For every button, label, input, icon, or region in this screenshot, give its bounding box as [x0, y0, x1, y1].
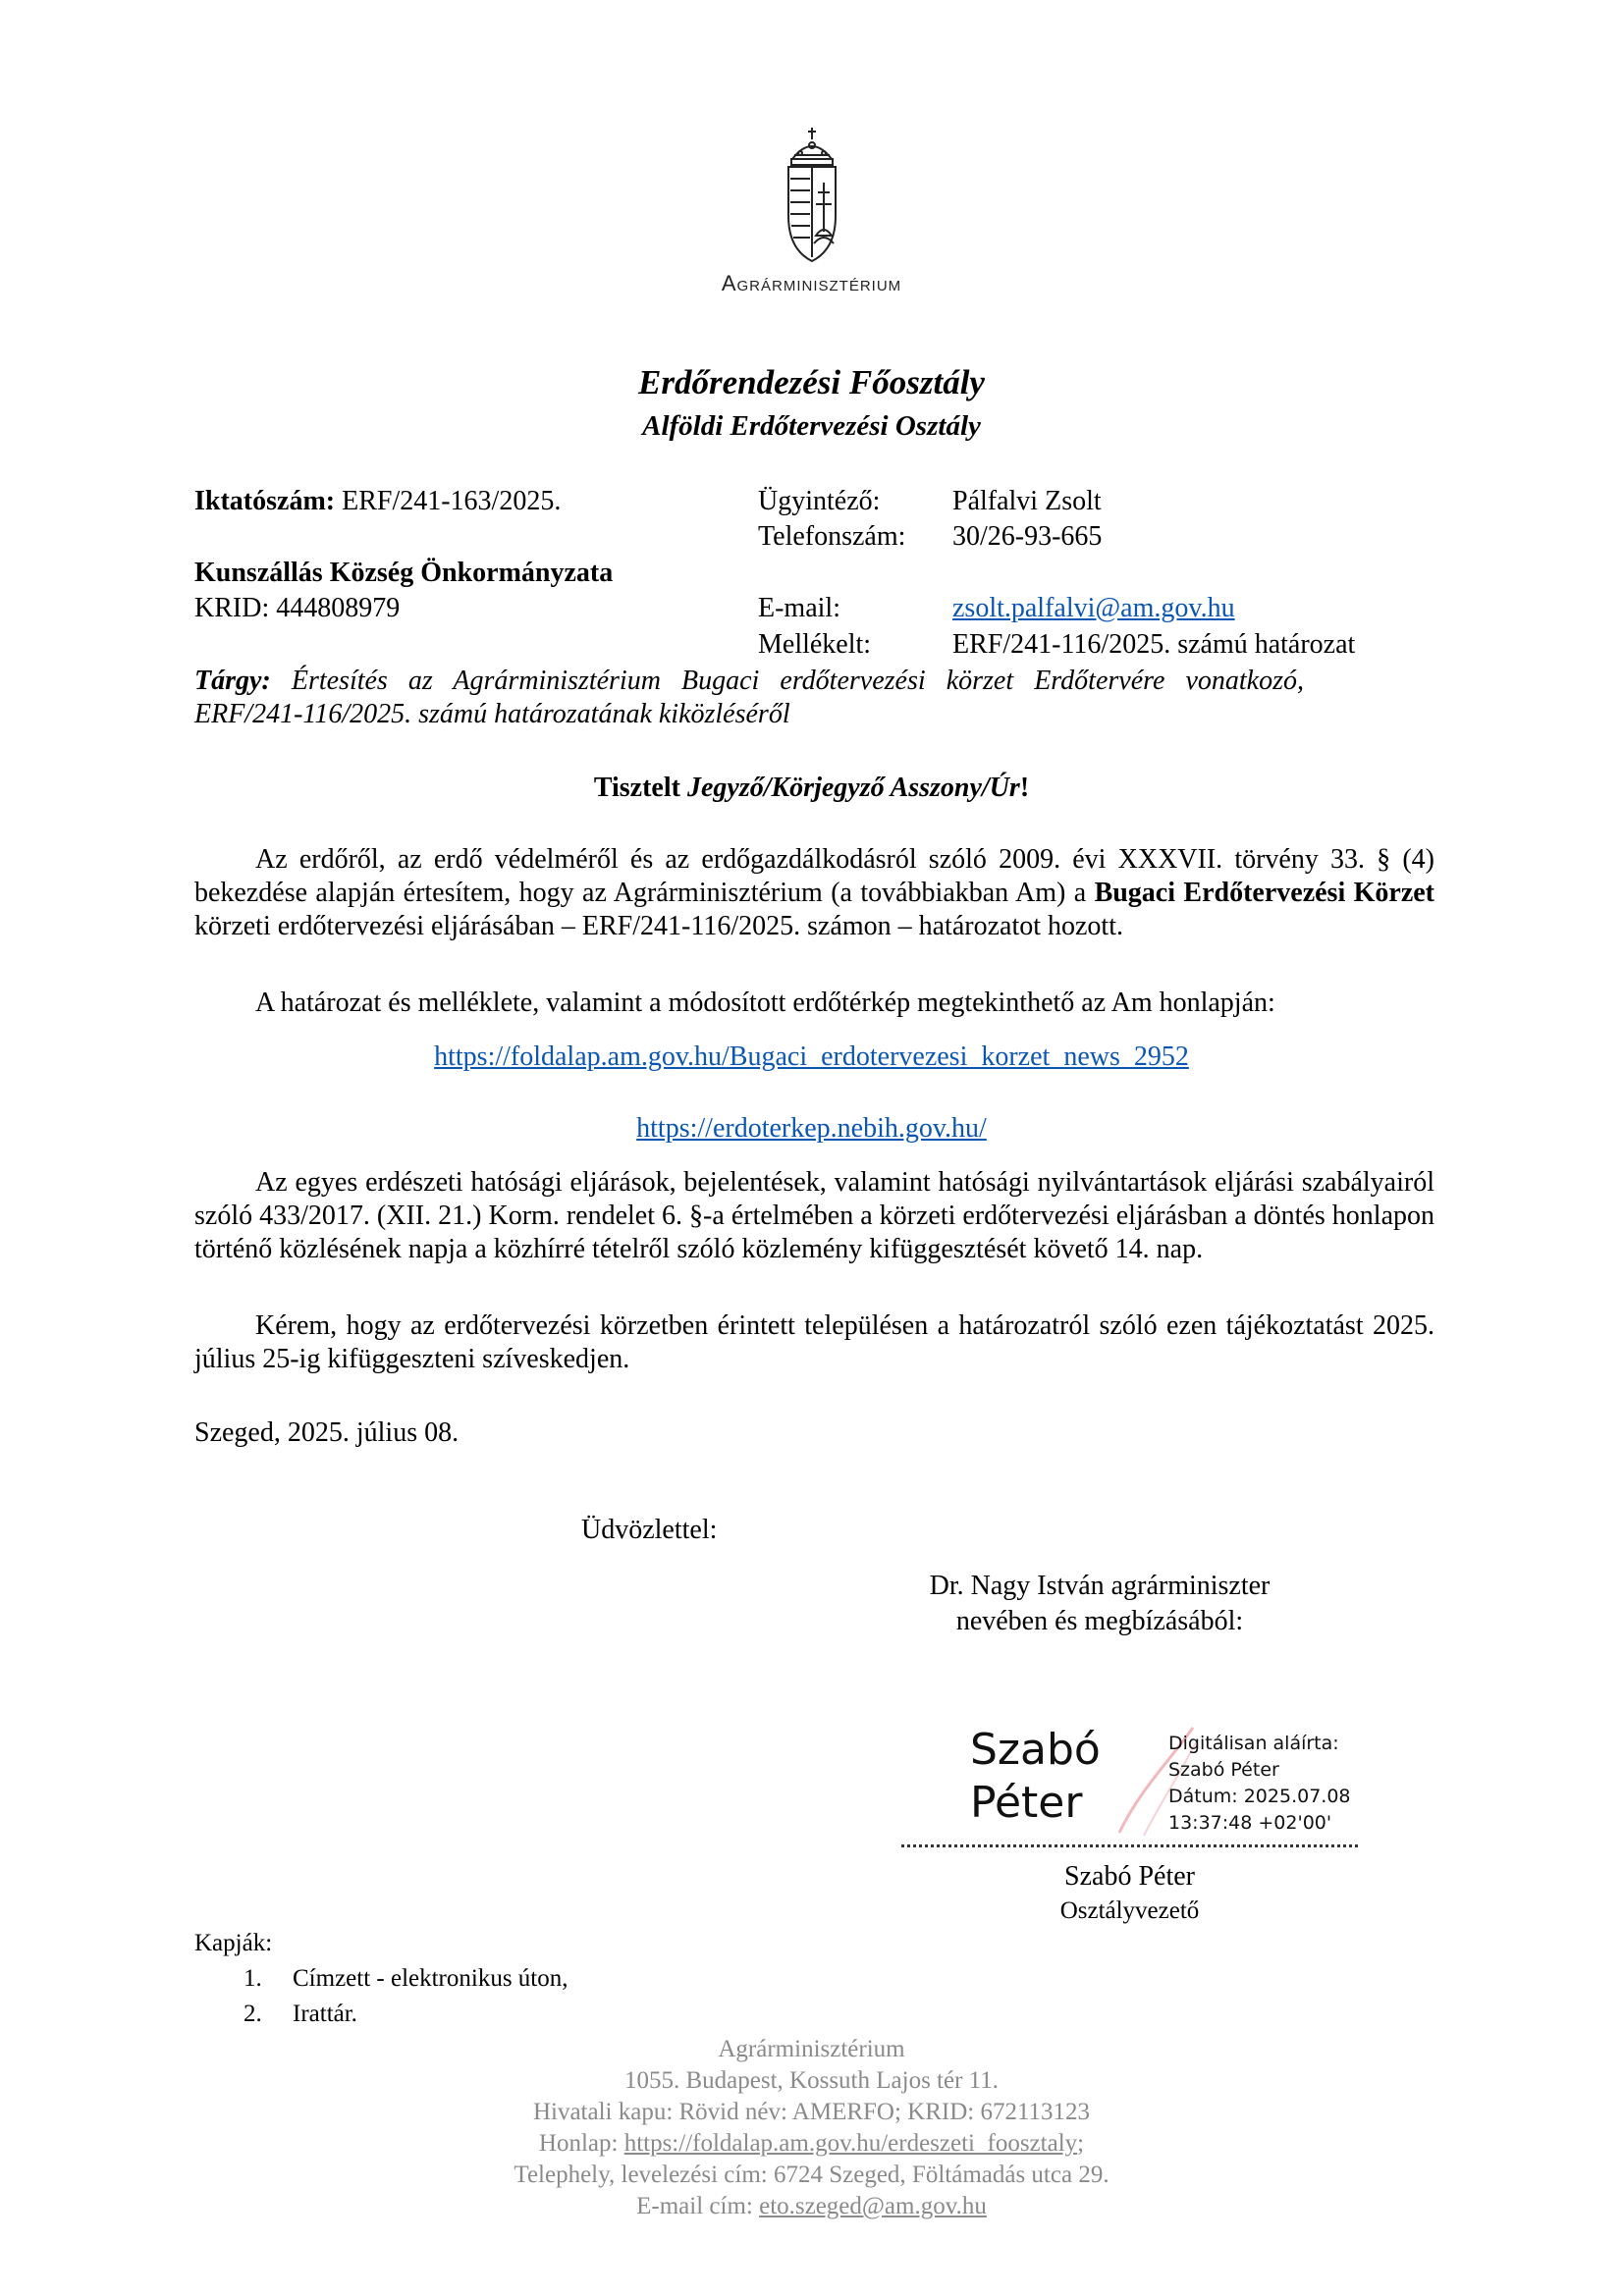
recipients-label: Kapják: — [194, 1930, 273, 1956]
case-officer-label: Ügyintéző: — [758, 486, 881, 516]
recipient-organization: Kunszállás Község Önkormányzata — [194, 558, 614, 588]
signature-info-1: Digitálisan aláírta: — [1168, 1733, 1339, 1754]
email-label: E-mail: — [758, 593, 840, 623]
body-paragraph-2: A határozat és melléklete, valamint a módosított erdőtérkép megtekinthető az Am honlapján: — [255, 988, 1275, 1018]
salutation: Tisztelt Jegyző/Körjegyző Asszony/Úr! — [593, 773, 1030, 803]
footer-email: E-mail cím: eto.szeged@am.gov.hu — [636, 2193, 987, 2219]
registration-value: ERF/241-163/2025. — [342, 486, 562, 516]
footer-office-gate: Hivatali kapu: Rövid név: AMERFO; KRID: 672113123 — [532, 2099, 1091, 2125]
signature-info-4: 13:37:48 +02'00' — [1168, 1812, 1332, 1834]
recipient-krid: KRID: 444808979 — [194, 593, 401, 623]
coat-of-arms-emblem — [783, 126, 841, 265]
signature-info-3: Dátum: 2025.07.08 — [1168, 1786, 1351, 1807]
division-title: Alföldi Erdőtervezési Osztály — [642, 410, 981, 442]
footer-website-link[interactable]: https://foldalap.am.gov.hu/erdeszeti_foosztaly — [623, 2130, 1078, 2157]
on-behalf-line-2: nevében és megbízásából: — [955, 1606, 1244, 1636]
on-behalf-line-1: Dr. Nagy István agrárminiszter — [929, 1571, 1271, 1601]
ministry-name: Agrárminisztérium — [721, 271, 902, 295]
recipient-item-2: 2. Irattár. — [243, 2001, 357, 2027]
recipient-item-1: 1. Címzett - elektronikus úton, — [243, 1965, 568, 1992]
signatory-name: Szabó Péter — [1064, 1861, 1195, 1892]
case-officer-value: Pálfalvi Zsolt — [952, 486, 1102, 516]
digital-signature — [893, 1723, 1375, 1850]
body-paragraph-4: Kérem, hogy az erdőtervezési körzetben érintett településen a határozatról szóló ezen tájékoztatást 2025. július 25-ig kifüggeszteni szíveskedjen. — [194, 1310, 1434, 1374]
coat-of-arms-icon — [783, 126, 841, 265]
foldalap-link[interactable]: https://foldalap.am.gov.hu/Bugaci_erdotervezesi_korzet_news_2952 — [434, 1041, 1189, 1072]
closing-greeting: Üdvözlettel: — [581, 1515, 718, 1545]
footer-site-address: Telephely, levelezési cím: 6724 Szeged, Föltámadás utca 29. — [514, 2162, 1109, 2188]
link-row-2 — [0, 1112, 1623, 1146]
registration-label: Iktatószám: — [194, 486, 336, 516]
footer-ministry: Agrárminisztérium — [718, 2036, 905, 2062]
link-row-1 — [0, 1041, 1623, 1074]
erdoterkep-link[interactable]: https://erdoterkep.nebih.gov.hu/ — [636, 1113, 987, 1144]
phone-label: Telefonszám: — [758, 521, 906, 552]
attachment-value: ERF/241-116/2025. számú határozat — [952, 629, 1356, 660]
signature-name-line-1: Szabó — [970, 1725, 1101, 1775]
signature-dotted-line — [901, 1844, 1358, 1847]
registration-number — [194, 485, 561, 518]
subject — [194, 665, 1304, 731]
signatory-title: Osztályvezető — [1059, 1897, 1200, 1924]
footer-website: Honlap: https://foldalap.am.gov.hu/erdeszeti_foosztaly; — [538, 2130, 1085, 2157]
attachment-label: Mellékelt: — [758, 629, 872, 660]
subject-text: Értesítés az Agrárminisztérium Bugaci erdőtervezési körzet Erdőtervére vonatkozó, ERF/241-116/2025. számú határozatának kiközléséről — [194, 666, 1305, 729]
signature-info-2: Szabó Péter — [1168, 1759, 1279, 1781]
signature-name-line-2: Péter — [970, 1778, 1083, 1828]
phone-value: 30/26-93-665 — [952, 521, 1103, 552]
footer-email-link[interactable]: eto.szeged@am.gov.hu — [759, 2193, 987, 2219]
department-title: Erdőrendezési Főosztály — [638, 363, 985, 401]
subject-label: Tárgy: — [194, 666, 271, 696]
footer-address: 1055. Budapest, Kossuth Lajos tér 11. — [624, 2067, 999, 2094]
place-date: Szeged, 2025. július 08. — [194, 1417, 460, 1448]
email-link[interactable]: zsolt.palfalvi@am.gov.hu — [952, 593, 1235, 623]
body-paragraph-1: Az erdőről, az erdő védelméről és az erdőgazdálkodásról szóló 2009. évi XXXVII. törvény 33. § (4) bekezdése alapján értesítem, hogy az Agrárminisztérium (a továbbiakban Am) a Bugaci Erdőtervezési Körzet körzeti erdőtervezési eljárásában – ERF/241-116/2025. számon – határozatot hozott. — [194, 844, 1434, 941]
body-paragraph-3: Az egyes erdészeti hatósági eljárások, bejelentések, valamint hatósági nyilvántartások eljárási szabályairól szóló 433/2017. (XII. 21.) Korm. rendelet 6. §-a értelmében a körzeti erdőtervezési eljárásban a döntés honlapon történő közlésének napja a közhírré tételről szóló közlemény kifüggesztését követő 14. nap. — [194, 1167, 1434, 1264]
